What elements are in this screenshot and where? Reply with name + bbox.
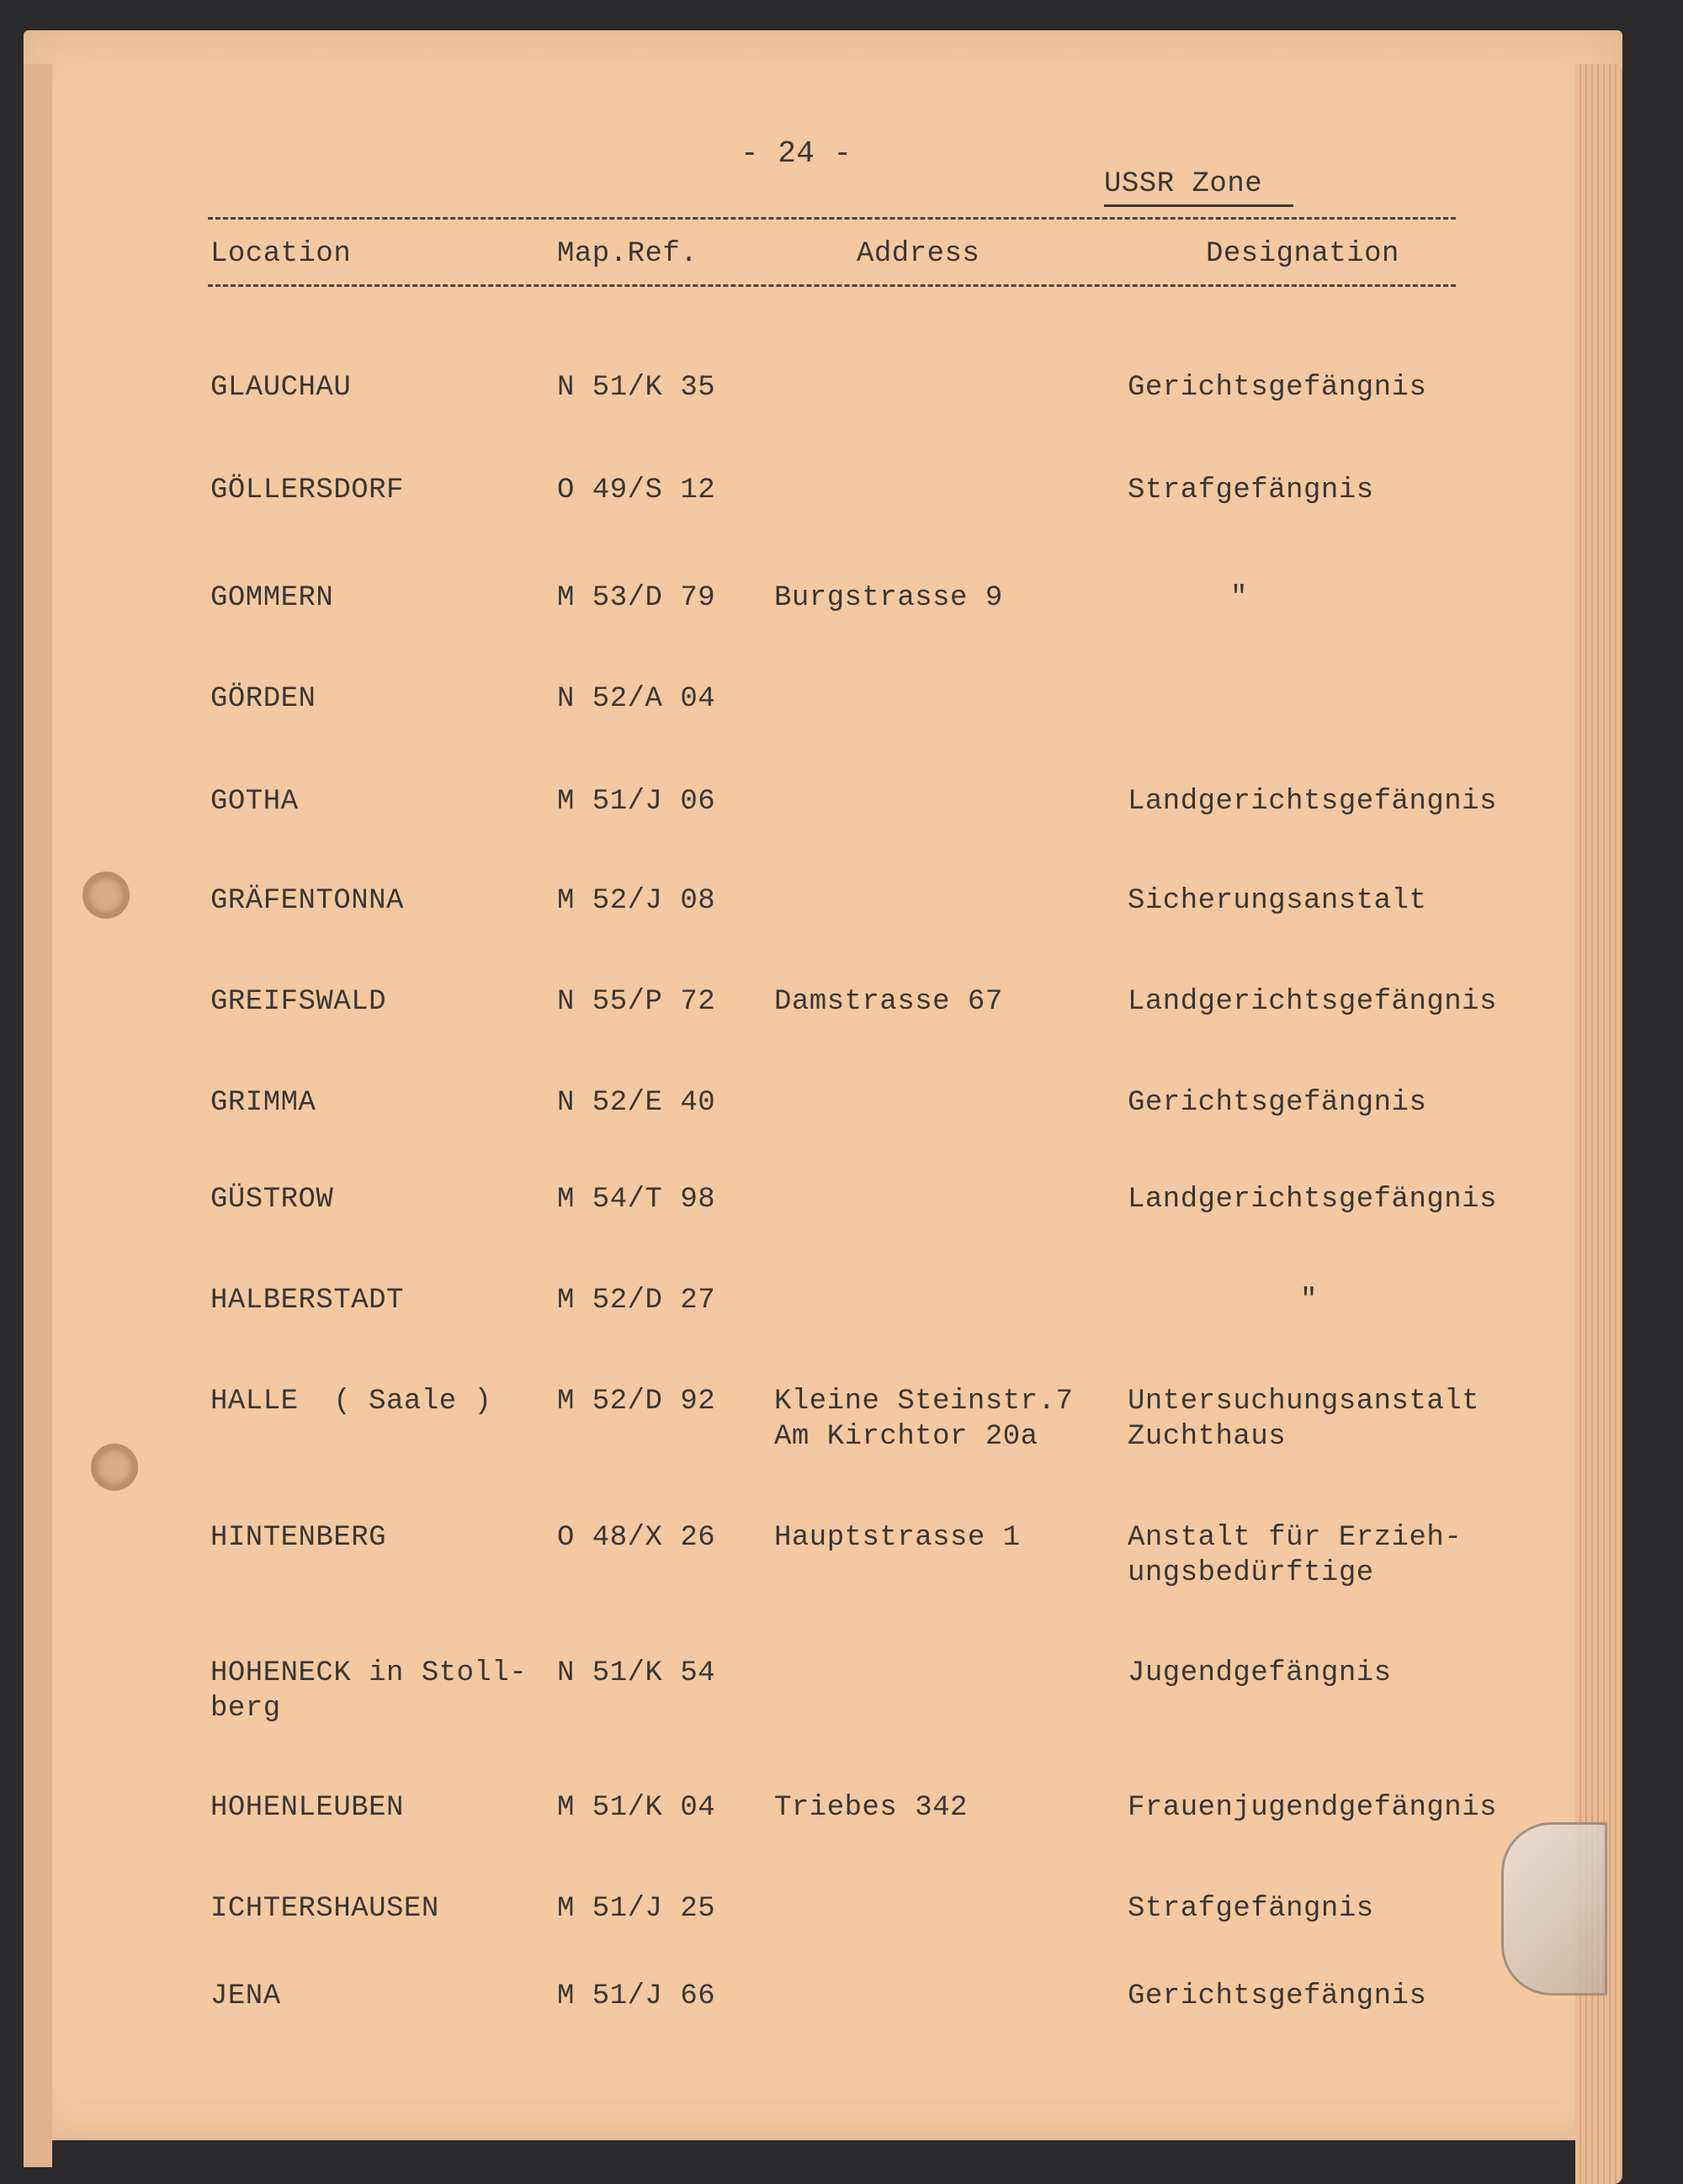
address-cell: Kleine Steinstr.7 Am Kirchtor 20a <box>774 1386 1074 1453</box>
map-ref-cell: M 52/J 08 <box>557 885 716 917</box>
location-cell: HOHENECK in Stoll- berg <box>210 1657 528 1725</box>
page-number: - 24 - <box>741 136 852 171</box>
map-ref-cell: N 51/K 54 <box>557 1657 716 1689</box>
designation-cell: Gerichtsgefängnis <box>1128 372 1427 404</box>
location-cell: GÖRDEN <box>210 683 316 715</box>
location-cell: GÖLLERSDORF <box>210 474 404 506</box>
location-cell: GOTHA <box>210 786 299 818</box>
column-header-designation: Designation <box>1206 238 1399 270</box>
designation-cell: Strafgefängnis <box>1128 1893 1374 1925</box>
map-ref-cell: M 51/K 04 <box>557 1792 716 1824</box>
location-cell: GRÄFENTONNA <box>210 885 404 917</box>
address-cell: Damstrasse 67 <box>774 986 1003 1018</box>
map-ref-cell: N 52/E 40 <box>557 1087 716 1119</box>
map-ref-cell: M 52/D 27 <box>557 1285 716 1317</box>
zone-label: USSR Zone <box>1104 168 1263 200</box>
designation-cell: Untersuchungsanstalt Zuchthaus <box>1128 1386 1480 1453</box>
address-cell: Hauptstrasse 1 <box>774 1522 1021 1554</box>
designation-cell: Frauenjugendgefängnis <box>1128 1792 1497 1824</box>
location-cell: ICHTERSHAUSEN <box>210 1893 439 1925</box>
address-cell: Triebes 342 <box>774 1792 968 1824</box>
map-ref-cell: M 51/J 06 <box>557 786 716 818</box>
location-cell: HALBERSTADT <box>210 1285 404 1317</box>
header-bottom-rule <box>208 284 1456 287</box>
paper-clip-icon <box>1501 1822 1607 1996</box>
location-cell: HINTENBERG <box>210 1522 387 1554</box>
zone-underline <box>1104 204 1293 207</box>
header-top-rule <box>208 217 1456 220</box>
location-cell: GÜSTROW <box>210 1184 334 1216</box>
location-cell: HOHENLEUBEN <box>210 1792 404 1824</box>
designation-cell: Strafgefängnis <box>1128 474 1374 506</box>
map-ref-cell: M 54/T 98 <box>557 1184 716 1216</box>
designation-cell: " <box>1230 582 1248 614</box>
map-ref-cell: N 51/K 35 <box>557 372 716 404</box>
facing-page-edge <box>24 64 52 2167</box>
designation-cell: Gerichtsgefängnis <box>1128 1087 1427 1119</box>
map-ref-cell: O 49/S 12 <box>557 474 716 506</box>
designation-cell: Anstalt für Erzieh- ungsbedürftige <box>1128 1522 1463 1589</box>
designation-cell: Gerichtsgefängnis <box>1128 1980 1427 2012</box>
location-cell: GLAUCHAU <box>210 372 352 404</box>
location-cell: GOMMERN <box>210 582 334 614</box>
designation-cell: Landgerichtsgefängnis <box>1128 1184 1497 1216</box>
column-header-map-ref: Map.Ref. <box>557 238 698 270</box>
designation-cell: Jugendgefängnis <box>1128 1657 1392 1689</box>
column-header-address: Address <box>857 238 980 270</box>
address-cell: Burgstrasse 9 <box>774 582 1003 614</box>
map-ref-cell: N 52/A 04 <box>557 683 716 715</box>
binder-hole-icon <box>91 1444 138 1491</box>
location-cell: GRIMMA <box>210 1087 316 1119</box>
designation-cell: Landgerichtsgefängnis <box>1128 786 1497 818</box>
map-ref-cell: M 51/J 25 <box>557 1893 716 1925</box>
designation-cell: Sicherungsanstalt <box>1128 885 1427 917</box>
designation-cell: Landgerichtsgefängnis <box>1128 986 1497 1018</box>
location-cell: GREIFSWALD <box>210 986 387 1018</box>
column-header-location: Location <box>210 238 352 270</box>
map-ref-cell: M 51/J 66 <box>557 1980 716 2012</box>
map-ref-cell: M 53/D 79 <box>557 582 716 614</box>
binder-hole-icon <box>82 872 130 919</box>
location-cell: HALLE ( Saale ) <box>210 1386 492 1418</box>
designation-cell: " <box>1300 1285 1318 1317</box>
location-cell: JENA <box>210 1980 281 2012</box>
map-ref-cell: M 52/D 92 <box>557 1386 716 1418</box>
map-ref-cell: N 55/P 72 <box>557 986 716 1018</box>
map-ref-cell: O 48/X 26 <box>557 1522 716 1554</box>
